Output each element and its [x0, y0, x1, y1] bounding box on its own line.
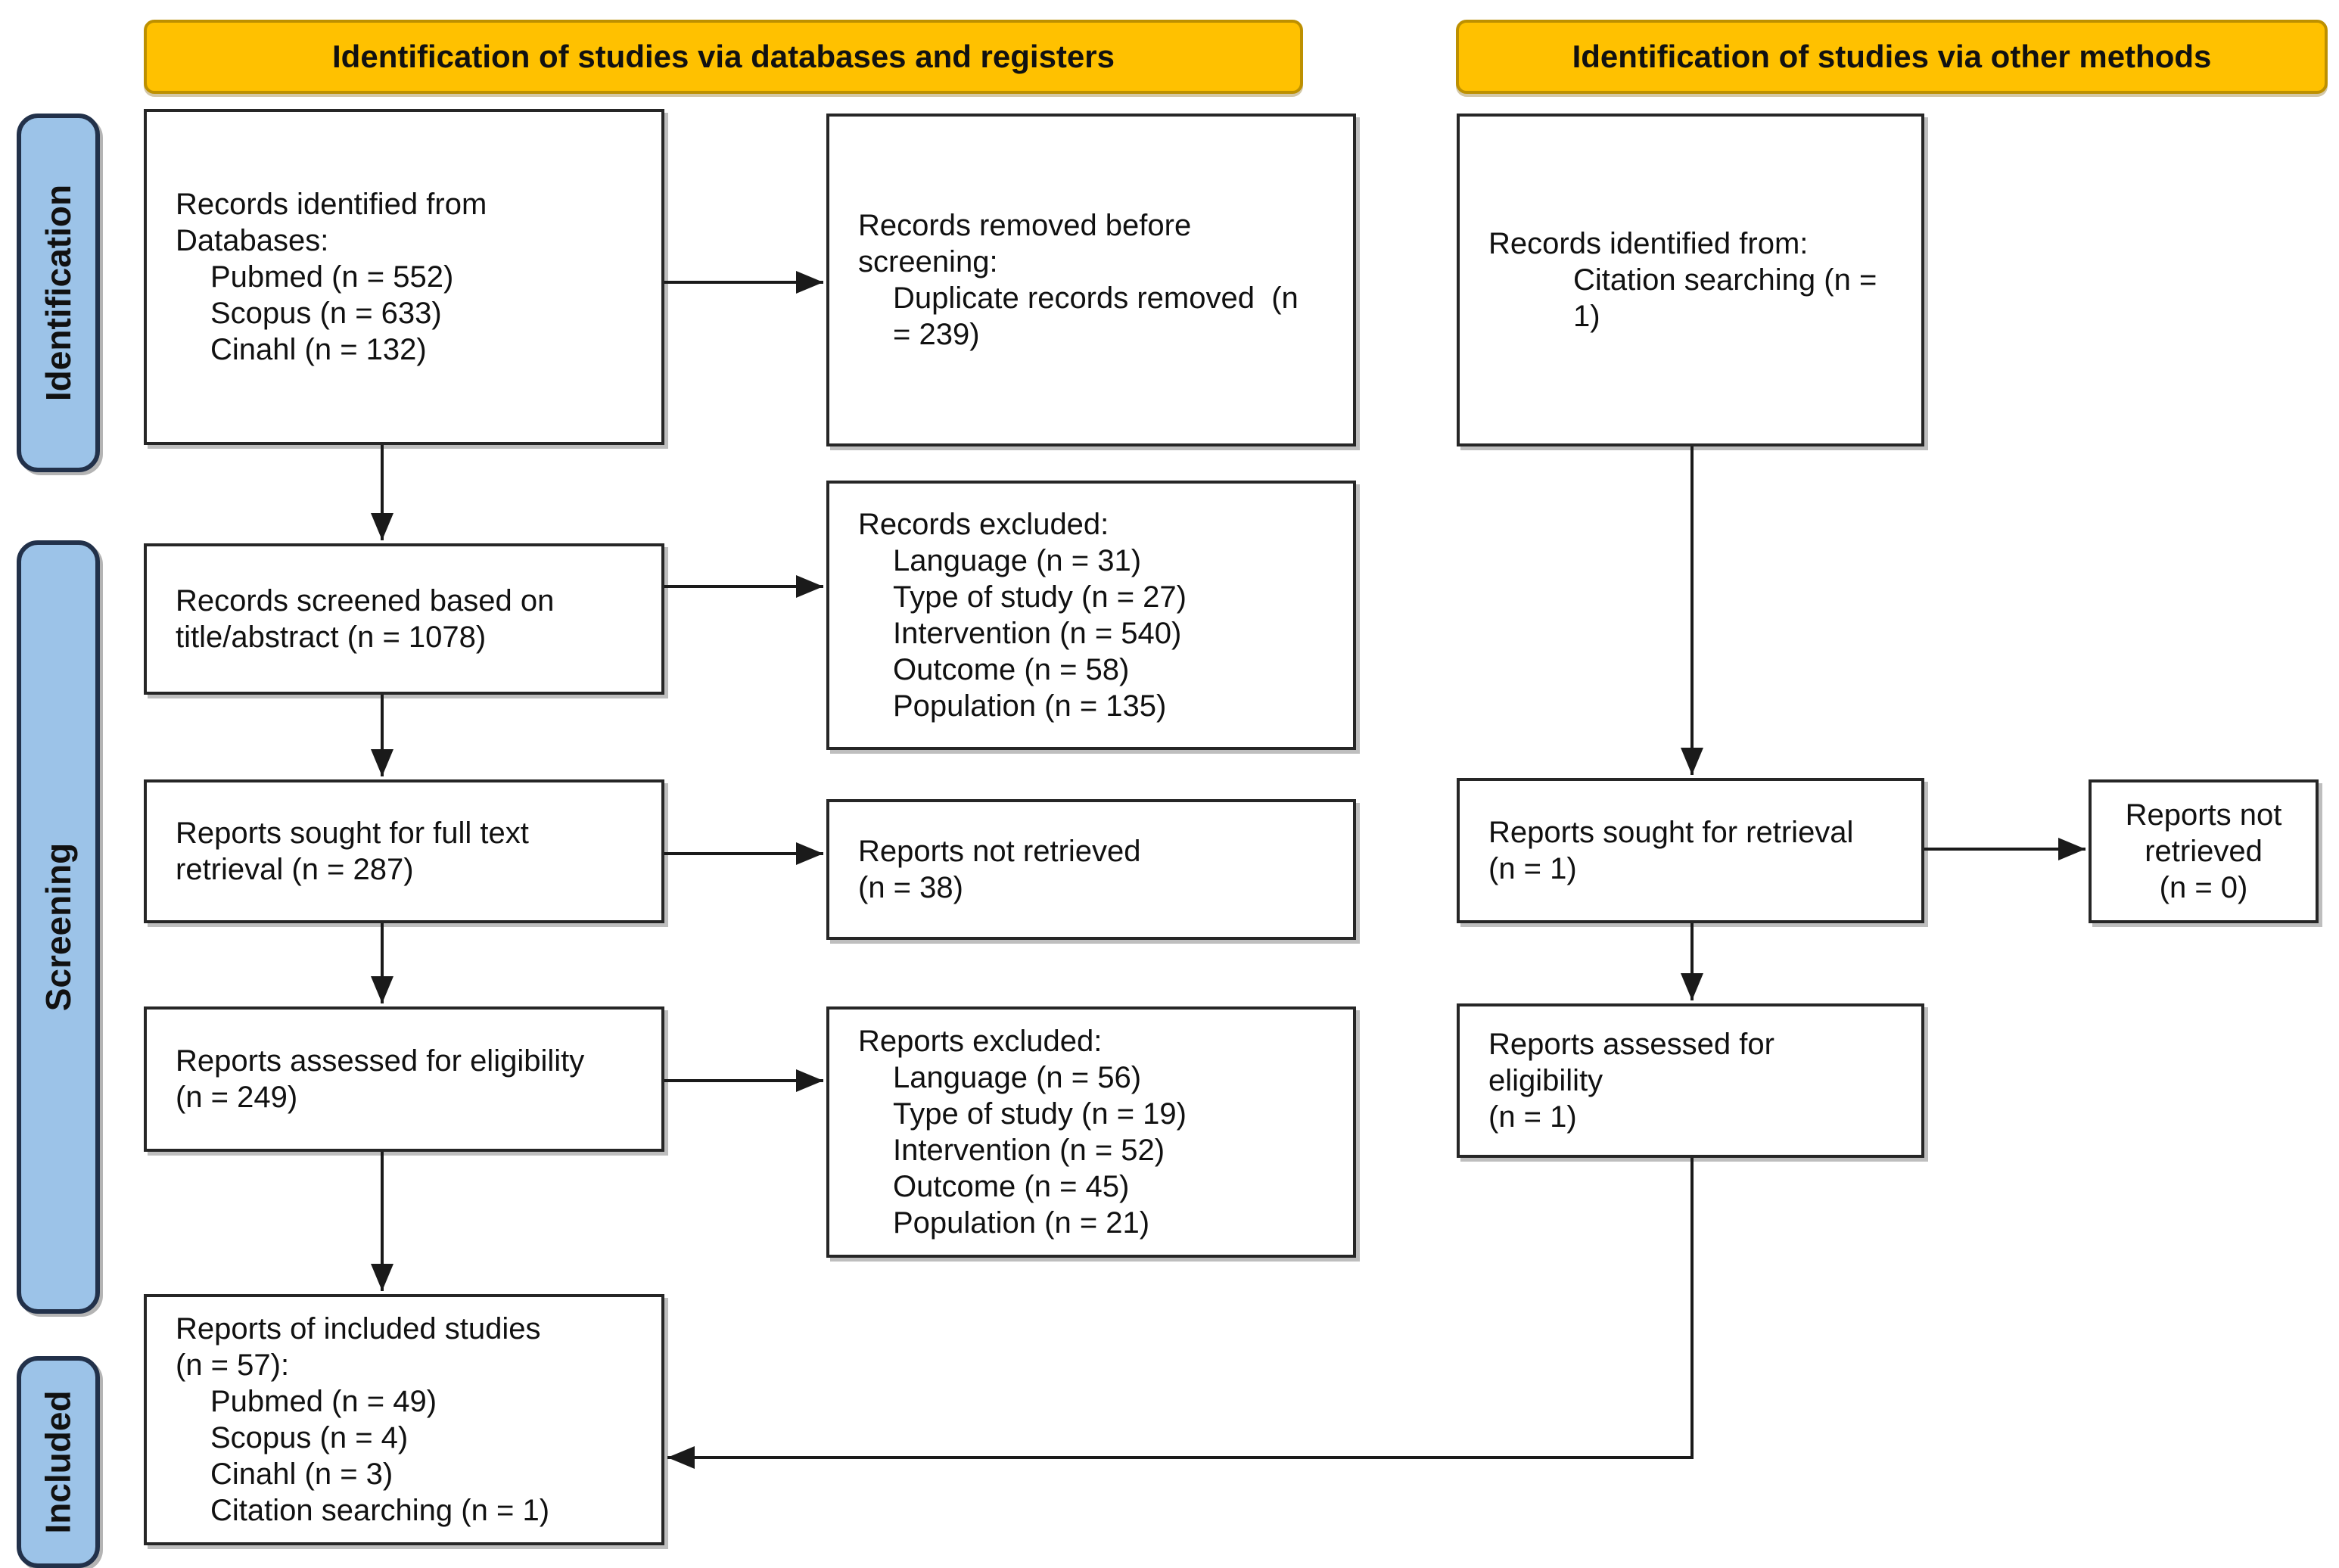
- text-line: eligibility: [1488, 1064, 1603, 1097]
- text-line: (n = 249): [176, 1081, 298, 1114]
- text-line: Reports assessed for: [1488, 1028, 1774, 1061]
- box-reports-excluded: [826, 1006, 1356, 1258]
- text-line: (n = 1): [1488, 852, 1577, 885]
- box-reports-included: [144, 1294, 664, 1545]
- text-line: Reports not: [2125, 798, 2282, 832]
- text-line: Cinahl (n = 132): [210, 333, 427, 366]
- text-line: Reports sought for full text: [176, 817, 529, 850]
- text-line: Population (n = 21): [893, 1206, 1150, 1240]
- text-line: Intervention (n = 540): [893, 617, 1182, 650]
- text-line: Outcome (n = 58): [893, 653, 1130, 686]
- box-reports-sought-other: [1457, 778, 1924, 923]
- text-line: Scopus (n = 633): [210, 297, 442, 330]
- text-line: title/abstract (n = 1078): [176, 621, 487, 654]
- text-line: Pubmed (n = 552): [210, 260, 454, 294]
- text-line: Language (n = 31): [893, 544, 1142, 577]
- text-line: Outcome (n = 45): [893, 1170, 1130, 1203]
- text-line: (n = 38): [858, 871, 963, 904]
- box-reports-assessed-other: [1457, 1003, 1924, 1158]
- phase-label-identification: [17, 114, 100, 472]
- text-line: Pubmed (n = 49): [210, 1385, 437, 1418]
- phase-label-included: [17, 1356, 100, 1568]
- text-line: (n = 57):: [176, 1349, 290, 1382]
- box-records-screened: [144, 543, 664, 695]
- text-line: Reports excluded:: [858, 1025, 1103, 1058]
- text-line: Citation searching (n = 1): [1573, 263, 1886, 333]
- text-line: Reports sought for retrieval: [1488, 816, 1854, 849]
- text-line: Population (n = 135): [893, 689, 1167, 723]
- box-reports-not-retrieved: [826, 799, 1356, 940]
- text-line: (n = 0): [2159, 871, 2248, 904]
- text-line: Cinahl (n = 3): [210, 1458, 393, 1491]
- box-reports-assessed: [144, 1006, 664, 1152]
- header-databases-registers-label: Identification of studies via databases and registers: [332, 39, 1115, 74]
- text-line: Records screened based on: [176, 584, 555, 618]
- text-line: Language (n = 56): [893, 1061, 1142, 1094]
- header-other-methods: [1456, 20, 2328, 94]
- phase-label-screening: [17, 540, 100, 1314]
- text-line: Records identified from: [176, 188, 487, 221]
- phase-label-identification-text: Identification: [39, 184, 79, 402]
- text-line: Records excluded:: [858, 508, 1109, 541]
- text-line: Scopus (n = 4): [210, 1421, 409, 1454]
- box-records-removed-before-screening: [826, 114, 1356, 446]
- text-line: Databases:: [176, 224, 329, 257]
- text-line: Reports not retrieved: [858, 835, 1141, 868]
- text-line: retrieved: [2145, 835, 2263, 868]
- text-line: screening:: [858, 245, 998, 278]
- text-line: = 239): [893, 318, 980, 351]
- phase-label-screening-text: Screening: [39, 842, 79, 1012]
- box-records-excluded: [826, 481, 1356, 750]
- text-line: retrieval (n = 287): [176, 853, 414, 886]
- box-records-identified-databases: [144, 109, 664, 445]
- box-reports-sought-fulltext: [144, 779, 664, 923]
- text-line: Intervention (n = 52): [893, 1134, 1165, 1167]
- text-line: (n = 1): [1488, 1100, 1577, 1134]
- text-line: Type of study (n = 19): [893, 1097, 1187, 1131]
- header-databases-registers: [144, 20, 1303, 94]
- text-line: Reports of included studies: [176, 1312, 541, 1346]
- phase-label-included-text: Included: [39, 1390, 78, 1534]
- text-line: Reports assessed for eligibility: [176, 1044, 585, 1078]
- text-line: Citation searching (n = 1): [210, 1494, 550, 1527]
- text-line: Type of study (n = 27): [893, 580, 1187, 614]
- box-records-identified-other: [1457, 114, 1924, 446]
- text-line: Records identified from:: [1488, 227, 1809, 260]
- text-line: Records removed before: [858, 209, 1192, 242]
- header-other-methods-label: Identification of studies via other methods: [1572, 39, 2212, 74]
- box-reports-not-retrieved-other: [2089, 779, 2319, 923]
- text-line: Duplicate records removed (n: [893, 282, 1299, 315]
